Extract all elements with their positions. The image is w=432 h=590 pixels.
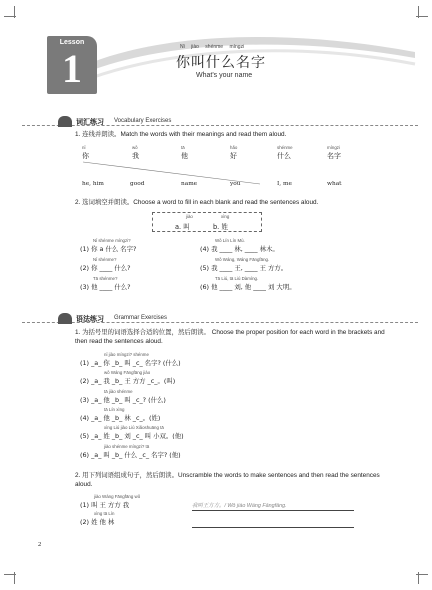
choice-option: b. 姓 — [213, 223, 228, 231]
sentence-pinyin: xìng Liú jiào Liú Xiǎoshuāng tā — [104, 425, 164, 431]
word-meaning: what — [327, 181, 342, 187]
lesson-label: Lesson — [59, 39, 85, 46]
title-english: What's your name — [196, 72, 253, 79]
word-hanzi: 名字 — [327, 152, 341, 160]
sentence-text: (5) 我 ____ 王, ____ 王 方方。 — [200, 264, 288, 272]
word-meaning: name — [181, 181, 198, 187]
word-pinyin: wǒ — [132, 145, 138, 150]
sentence-pinyin: jiào shénme míngzi? tā — [104, 443, 150, 449]
section-tab-icon — [58, 313, 72, 324]
word-pinyin: hǎo — [230, 145, 238, 150]
word-meaning: you — [230, 181, 241, 187]
sentence-pinyin: Nǐ shénme? — [93, 257, 117, 262]
sentence-text: (6) _a_ 叫 _b_ 什么 _c_ 名字? (他) — [80, 450, 181, 459]
sentence-text: (1) 你 a 什么 名字? — [80, 245, 137, 253]
ex1-instruction: 1. 连线并朗读。Match the words with their meanings and read them aloud. — [75, 131, 287, 138]
sentence-pinyin: Wǒ Lín Lín Mù. — [215, 238, 245, 243]
sentence-text: (1) _a_ 你 _b_ 叫 _c_ 名字? (什么) — [80, 359, 181, 367]
sentence-pinyin: Tā Liú, tā Liú Dàmíng. — [215, 276, 259, 281]
ex4-instruction: 2. 用下列词语组成句子，然后朗读。Unscramble the words to make sentences and then read the sentences aloud. — [75, 472, 380, 488]
crop-mark — [4, 16, 16, 17]
choice-pinyin: jiào — [186, 214, 193, 219]
word-meaning: he, him — [82, 181, 104, 187]
sentence-pinyin: wǒ Wáng Fāngfāng jiào — [104, 370, 151, 376]
page-number: 2 — [38, 541, 42, 548]
sentence-pinyin: xìng tā Lín — [94, 511, 115, 516]
word-hanzi: 好 — [230, 152, 237, 160]
choice-option: a. 叫 — [175, 223, 190, 231]
ex2-instruction: 2. 选词填空并朗读。Choose a word to fill in each blank and read the sentences aloud. — [75, 199, 319, 206]
section-title-english: Vocabulary Exercises — [114, 118, 172, 124]
word-pinyin: tā — [181, 145, 185, 150]
section-title-hanzi: 语法练习 — [76, 316, 104, 323]
title-pinyin: Nǐ jiào shénme míngzi — [180, 44, 245, 50]
answer-line — [192, 510, 354, 511]
choice-pinyin: xìng — [221, 214, 230, 219]
sentence-text: (2) 你 ____ 什么? — [80, 264, 131, 272]
word-choice-box — [152, 212, 262, 232]
section-tab-icon — [58, 116, 72, 127]
sentence-text: (3) 他 ____ 什么? — [80, 283, 131, 291]
answer-line — [192, 527, 354, 528]
word-hanzi: 我 — [132, 152, 139, 160]
sentence-pinyin: Tā shénme? — [93, 276, 118, 281]
sentence-pinyin: Nǐ shénme míngzi? — [93, 238, 131, 243]
crop-mark — [416, 16, 428, 17]
word-hanzi: 你 — [82, 152, 89, 160]
ex3-instruction — [75, 328, 385, 346]
sentence-text: (2) 姓 他 林 — [80, 518, 115, 526]
word-pinyin: nǐ — [82, 145, 86, 150]
sentence-text: (3) _a_ 他 _b_ 叫 _c_? (什么) — [80, 395, 166, 404]
example-answer: 我叫王方方。/ Wǒ jiào Wáng Fāngfāng. — [192, 503, 287, 509]
sentence-text: (4) _a_ 他 _b_ 林 _c_。(姓) — [80, 413, 161, 422]
sentence-pinyin: Wǒ Wáng, Wáng Fāngfāng. — [215, 257, 270, 262]
word-pinyin: míngzi — [327, 145, 340, 150]
ex3-instruction-en: Choose the proper position for each word in the brackets and then read the sentences aloud. — [75, 329, 385, 345]
section-title-hanzi: 词汇练习 — [76, 119, 104, 126]
page-title: 你叫什么名字 — [176, 55, 266, 71]
sentence-pinyin: tā jiào shénme — [104, 388, 133, 394]
crop-mark — [4, 574, 16, 575]
word-meaning: good — [130, 181, 145, 187]
match-line — [80, 160, 280, 186]
word-pinyin: shénme — [277, 145, 293, 150]
ex3-instruction-zh: 1. 为括号里的词语选择合适的位置，然后朗读。 — [75, 329, 210, 336]
section-title-english: Grammar Exercises — [114, 315, 168, 321]
word-hanzi: 他 — [181, 152, 188, 160]
sentence-pinyin: nǐ jiào míngzi? shénme — [104, 352, 149, 357]
sentence-text: (1) 叫 王 方方 我 — [80, 501, 130, 509]
lesson-badge — [47, 36, 97, 94]
sentence-text: (4) 我 ____ 林, ____ 林木。 — [200, 245, 279, 253]
sentence-pinyin: tā Lín xìng — [104, 406, 125, 412]
sentence-text: (6) 他 ____ 刘, 他 ____ 刘 大明。 — [200, 283, 296, 291]
lesson-number: 1 — [62, 46, 82, 91]
word-meaning: I, me — [277, 181, 292, 187]
sentence-text: (2) _a_ 我 _b_ 王 方方 _c_。(叫) — [80, 377, 176, 386]
sentence-text: (5) _a_ 姓 _b_ 刘 _c_ 叫 小双。(他) — [80, 432, 184, 441]
crop-mark — [416, 574, 428, 575]
word-hanzi: 什么 — [277, 152, 291, 160]
sentence-pinyin: jiào Wáng Fāngfāng wǒ — [94, 494, 141, 499]
